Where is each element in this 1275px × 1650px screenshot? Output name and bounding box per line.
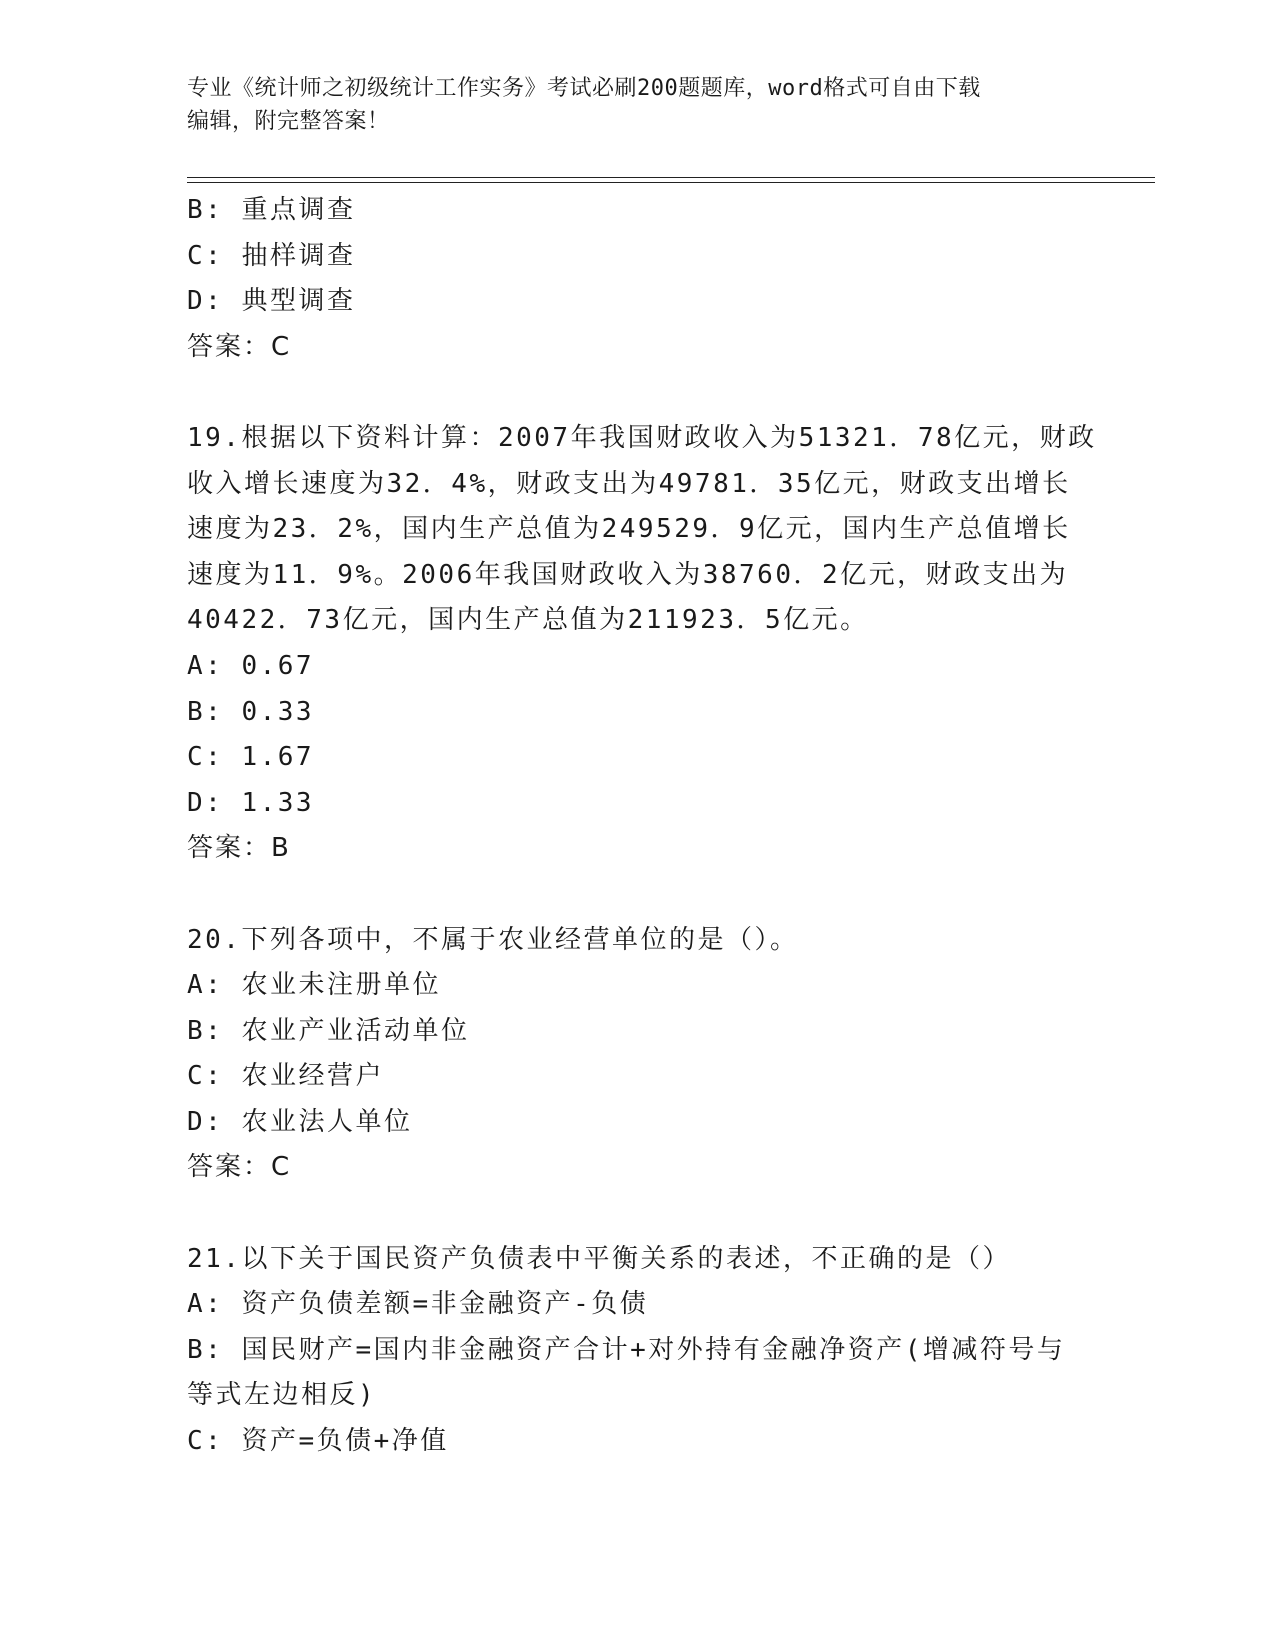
question-21 xyxy=(187,1237,1087,1465)
option-b: B: 农业产业活动单位 xyxy=(187,1015,470,1046)
question-text-line: 21.以下关于国民资产负债表中平衡关系的表述，不正确的是（） xyxy=(187,1243,1011,1274)
document-header xyxy=(187,72,1067,138)
answer: 答案：C xyxy=(187,331,292,362)
option-a: A: 农业未注册单位 xyxy=(187,970,441,1001)
option-c: C: 农业经营户 xyxy=(187,1061,384,1092)
answer: 答案：B xyxy=(187,833,291,864)
question-text-line: 速度为11．9%。2006年我国财政收入为38760．2亿元，财政支出为 xyxy=(187,559,1069,590)
option-b: B: 国民财产=国内非金融资产合计+对外持有金融净资产(增减符号与 xyxy=(187,1334,1066,1365)
question-text-line: 收入增长速度为32．4%，财政支出为49781．35亿元，财政支出增长 xyxy=(187,468,1071,499)
option-c: C: 抽样调查 xyxy=(187,240,356,271)
header-line-2: 编辑，附完整答案！ xyxy=(187,109,390,134)
option-b-continued: 等式左边相反) xyxy=(187,1380,377,1411)
option-a: A: 资产负债差额=非金融资产-负债 xyxy=(187,1289,649,1320)
question-text-line: 20.下列各项中，不属于农业经营单位的是（）。 xyxy=(187,924,799,955)
option-d: D: 典型调查 xyxy=(187,286,356,317)
question-19 xyxy=(187,416,1097,872)
answer: 答案：C xyxy=(187,1152,292,1183)
option-a: A: 0.67 xyxy=(187,650,315,681)
option-d: D: 1.33 xyxy=(187,787,315,818)
document-body xyxy=(187,188,1097,1465)
option-c: C: 资产=负债+净值 xyxy=(187,1426,449,1457)
option-b: B: 重点调查 xyxy=(187,195,356,225)
question-text-line: 速度为23．2%，国内生产总值为249529．9亿元，国内生产总值增长 xyxy=(187,514,1071,545)
header-line-1: 专业《统计师之初级统计工作实务》考试必刷200题题库，word格式可自由下载 xyxy=(187,76,981,101)
question-text-line: 19.根据以下资料计算：2007年我国财政收入为51321．78亿元，财政 xyxy=(187,422,1097,453)
question-20 xyxy=(187,918,1087,1192)
option-c: C: 1.67 xyxy=(187,742,315,773)
question-18-tail xyxy=(187,188,1087,370)
option-b: B: 0.33 xyxy=(187,696,315,727)
header-divider-top xyxy=(187,177,1155,178)
header-divider-bottom xyxy=(187,182,1155,183)
question-text-line: 40422．73亿元，国内生产总值为211923．5亿元。 xyxy=(187,605,869,636)
option-d: D: 农业法人单位 xyxy=(187,1106,413,1137)
